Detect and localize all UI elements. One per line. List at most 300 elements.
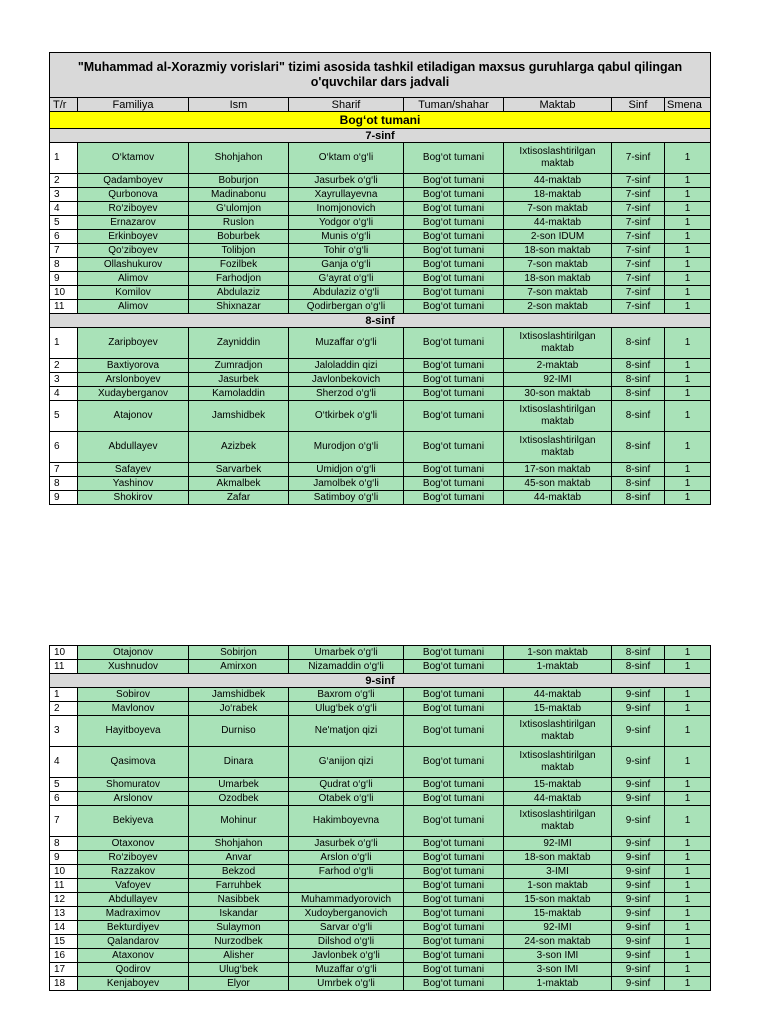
header-smena: Smena <box>665 98 711 112</box>
school-cell: 18-son maktab <box>504 272 612 286</box>
patronymic-cell: Baxrom o‘g‘li <box>289 688 404 702</box>
patronymic-cell: Xudoyberganovich <box>289 907 404 921</box>
surname-cell: Mavlonov <box>78 702 189 716</box>
shift-cell: 1 <box>665 174 711 188</box>
patronymic-cell: Abdulaziz o‘g‘li <box>289 286 404 300</box>
shift-cell: 1 <box>665 432 711 463</box>
shift-cell: 1 <box>665 373 711 387</box>
shift-cell: 1 <box>665 230 711 244</box>
patronymic-cell: Ulug‘bek o‘g‘li <box>289 702 404 716</box>
row-number-cell: 14 <box>50 921 78 935</box>
student-row <box>50 202 711 216</box>
student-row <box>50 778 711 792</box>
surname-cell: Bekturdiyev <box>78 921 189 935</box>
patronymic-cell: Tohir o‘g‘li <box>289 244 404 258</box>
grade-cell: 8-sinf <box>612 477 665 491</box>
header-sharif: Sharif <box>289 98 404 112</box>
grade-heading-row <box>50 674 711 688</box>
district-cell: Bog‘ot tumani <box>404 806 504 837</box>
district-cell: Bog‘ot tumani <box>404 646 504 660</box>
surname-cell: Qalandarov <box>78 935 189 949</box>
district-cell: Bog‘ot tumani <box>404 747 504 778</box>
row-number-cell: 13 <box>50 907 78 921</box>
surname-cell: Abdullayev <box>78 893 189 907</box>
school-cell: 44-maktab <box>504 688 612 702</box>
grade-cell: 9-sinf <box>612 879 665 893</box>
surname-cell: Vafoyev <box>78 879 189 893</box>
shift-cell: 1 <box>665 463 711 477</box>
first-name-cell: Shixnazar <box>189 300 289 314</box>
first-name-cell: Jamshidbek <box>189 688 289 702</box>
school-cell: 3-IMI <box>504 865 612 879</box>
district-cell: Bog‘ot tumani <box>404 778 504 792</box>
surname-cell: Ataxonov <box>78 949 189 963</box>
student-row <box>50 806 711 837</box>
surname-cell: Shomuratov <box>78 778 189 792</box>
first-name-cell: Nurzodbek <box>189 935 289 949</box>
district-cell: Bog‘ot tumani <box>404 702 504 716</box>
surname-cell: Xushnudov <box>78 660 189 674</box>
grade-cell: 7-sinf <box>612 230 665 244</box>
patronymic-cell: Ne'matjon qizi <box>289 716 404 747</box>
student-row <box>50 907 711 921</box>
district-cell: Bog‘ot tumani <box>404 359 504 373</box>
first-name-cell: Elyor <box>189 977 289 991</box>
surname-cell: Arslonboyev <box>78 373 189 387</box>
first-name-cell: Bekzod <box>189 865 289 879</box>
surname-cell: Sobirov <box>78 688 189 702</box>
district-cell: Bog‘ot tumani <box>404 401 504 432</box>
student-row <box>50 660 711 674</box>
header-ism: Ism <box>189 98 289 112</box>
surname-cell: Alimov <box>78 272 189 286</box>
district-cell: Bog‘ot tumani <box>404 660 504 674</box>
patronymic-cell: Muzaffar o‘g‘li <box>289 963 404 977</box>
first-name-cell: G‘ulomjon <box>189 202 289 216</box>
district-cell: Bog‘ot tumani <box>404 716 504 747</box>
schedule-table-page-2 <box>49 645 711 991</box>
grade-heading: 7-sinf <box>50 129 711 143</box>
grade-cell: 9-sinf <box>612 893 665 907</box>
shift-cell: 1 <box>665 300 711 314</box>
first-name-cell: Madinabonu <box>189 188 289 202</box>
school-cell: 15-maktab <box>504 778 612 792</box>
first-name-cell: Jamshidbek <box>189 401 289 432</box>
first-name-cell: Zayniddin <box>189 328 289 359</box>
district-cell: Bog‘ot tumani <box>404 387 504 401</box>
shift-cell: 1 <box>665 716 711 747</box>
shift-cell: 1 <box>665 949 711 963</box>
surname-cell: Qadamboyev <box>78 174 189 188</box>
shift-cell: 1 <box>665 387 711 401</box>
district-cell: Bog‘ot tumani <box>404 300 504 314</box>
surname-cell: Qodirov <box>78 963 189 977</box>
shift-cell: 1 <box>665 865 711 879</box>
district-cell: Bog‘ot tumani <box>404 143 504 174</box>
surname-cell: Bekiyeva <box>78 806 189 837</box>
surname-cell: Safayev <box>78 463 189 477</box>
grade-cell: 7-sinf <box>612 300 665 314</box>
row-number-cell: 5 <box>50 778 78 792</box>
district-cell: Bog‘ot tumani <box>404 230 504 244</box>
surname-cell: Shokirov <box>78 491 189 505</box>
shift-cell: 1 <box>665 491 711 505</box>
surname-cell: Razzakov <box>78 865 189 879</box>
school-cell: 18-maktab <box>504 188 612 202</box>
shift-cell: 1 <box>665 935 711 949</box>
row-number-cell: 8 <box>50 837 78 851</box>
student-row <box>50 143 711 174</box>
row-number-cell: 9 <box>50 851 78 865</box>
patronymic-cell: Otabek o‘g‘li <box>289 792 404 806</box>
row-number-cell: 2 <box>50 174 78 188</box>
student-row <box>50 401 711 432</box>
district-cell: Bog‘ot tumani <box>404 893 504 907</box>
row-number-cell: 10 <box>50 286 78 300</box>
header-maktab: Maktab <box>504 98 612 112</box>
patronymic-cell: Hakimboyevna <box>289 806 404 837</box>
district-cell: Bog‘ot tumani <box>404 963 504 977</box>
school-cell: 17-son maktab <box>504 463 612 477</box>
shift-cell: 1 <box>665 747 711 778</box>
row-number-cell: 4 <box>50 387 78 401</box>
patronymic-cell: Ganja o‘g‘li <box>289 258 404 272</box>
row-number-cell: 6 <box>50 792 78 806</box>
schedule-table-page-1 <box>49 52 711 505</box>
surname-cell: Ro‘ziboyev <box>78 851 189 865</box>
grade-cell: 9-sinf <box>612 963 665 977</box>
first-name-cell: Boburjon <box>189 174 289 188</box>
district-cell: Bog‘ot tumani <box>404 244 504 258</box>
row-number-cell: 18 <box>50 977 78 991</box>
row-number-cell: 5 <box>50 216 78 230</box>
shift-cell: 1 <box>665 792 711 806</box>
grade-cell: 9-sinf <box>612 702 665 716</box>
row-number-cell: 9 <box>50 272 78 286</box>
school-cell: Ixtisoslashtirilgan maktab <box>504 143 612 174</box>
school-cell: 44-maktab <box>504 792 612 806</box>
school-cell: 30-son maktab <box>504 387 612 401</box>
district-cell: Bog‘ot tumani <box>404 174 504 188</box>
school-cell: 1-son maktab <box>504 646 612 660</box>
district-cell: Bog‘ot tumani <box>404 463 504 477</box>
student-row <box>50 977 711 991</box>
surname-cell: Abdullayev <box>78 432 189 463</box>
document-title: "Muhammad al-Xorazmiy vorislari" tizimi asosida tashkil etiladigan maxsus guruhlarga qabul qilingan o'quvchilar dars jadvali <box>50 53 711 98</box>
student-row <box>50 865 711 879</box>
school-cell: 3-son IMI <box>504 963 612 977</box>
grade-cell: 8-sinf <box>612 660 665 674</box>
school-cell: 3-son IMI <box>504 949 612 963</box>
first-name-cell: Jo‘rabek <box>189 702 289 716</box>
surname-cell: Otajonov <box>78 646 189 660</box>
grade-cell: 7-sinf <box>612 174 665 188</box>
shift-cell: 1 <box>665 688 711 702</box>
student-row <box>50 373 711 387</box>
district-cell: Bog‘ot tumani <box>404 216 504 230</box>
student-row <box>50 359 711 373</box>
district-cell: Bog‘ot tumani <box>404 188 504 202</box>
patronymic-cell: O‘tkirbek o‘g‘li <box>289 401 404 432</box>
school-cell: Ixtisoslashtirilgan maktab <box>504 432 612 463</box>
surname-cell: Zaripboyev <box>78 328 189 359</box>
district-cell: Bog‘ot tumani <box>404 272 504 286</box>
surname-cell: Qurbonova <box>78 188 189 202</box>
district-cell: Bog‘ot tumani <box>404 851 504 865</box>
row-number-cell: 10 <box>50 646 78 660</box>
patronymic-cell: Sarvar o‘g‘li <box>289 921 404 935</box>
row-number-cell: 2 <box>50 702 78 716</box>
first-name-cell: Anvar <box>189 851 289 865</box>
patronymic-cell: Inomjonovich <box>289 202 404 216</box>
patronymic-cell <box>289 879 404 893</box>
school-cell: 45-son maktab <box>504 477 612 491</box>
shift-cell: 1 <box>665 660 711 674</box>
patronymic-cell: Jamolbek o‘g‘li <box>289 477 404 491</box>
school-cell: 2-son IDUM <box>504 230 612 244</box>
school-cell: 18-son maktab <box>504 244 612 258</box>
grade-cell: 8-sinf <box>612 387 665 401</box>
student-row <box>50 174 711 188</box>
first-name-cell: Mohinur <box>189 806 289 837</box>
first-name-cell: Farhodjon <box>189 272 289 286</box>
school-cell: Ixtisoslashtirilgan maktab <box>504 328 612 359</box>
row-number-cell: 7 <box>50 463 78 477</box>
surname-cell: Arslonov <box>78 792 189 806</box>
patronymic-cell: Javlonbekovich <box>289 373 404 387</box>
row-number-cell: 1 <box>50 688 78 702</box>
student-row <box>50 244 711 258</box>
district-cell: Bog‘ot tumani <box>404 935 504 949</box>
surname-cell: Erkinboyev <box>78 230 189 244</box>
patronymic-cell: Umarbek o‘g‘li <box>289 646 404 660</box>
grade-heading-row <box>50 314 711 328</box>
school-cell: 18-son maktab <box>504 851 612 865</box>
patronymic-cell: Umrbek o‘g‘li <box>289 977 404 991</box>
surname-cell: Qasimova <box>78 747 189 778</box>
grade-cell: 8-sinf <box>612 328 665 359</box>
row-number-cell: 8 <box>50 258 78 272</box>
grade-cell: 9-sinf <box>612 865 665 879</box>
shift-cell: 1 <box>665 702 711 716</box>
school-cell: Ixtisoslashtirilgan maktab <box>504 806 612 837</box>
grade-cell: 7-sinf <box>612 143 665 174</box>
student-row <box>50 188 711 202</box>
student-row <box>50 792 711 806</box>
first-name-cell: Sulaymon <box>189 921 289 935</box>
student-row <box>50 491 711 505</box>
patronymic-cell: G‘ayrat o‘g‘li <box>289 272 404 286</box>
patronymic-cell: Arslon o‘g‘li <box>289 851 404 865</box>
school-cell: 15-maktab <box>504 907 612 921</box>
student-row <box>50 921 711 935</box>
student-row <box>50 286 711 300</box>
school-cell: 7-son maktab <box>504 258 612 272</box>
first-name-cell: Amirxon <box>189 660 289 674</box>
first-name-cell: Sarvarbek <box>189 463 289 477</box>
shift-cell: 1 <box>665 921 711 935</box>
grade-cell: 9-sinf <box>612 907 665 921</box>
student-row <box>50 258 711 272</box>
shift-cell: 1 <box>665 401 711 432</box>
shift-cell: 1 <box>665 893 711 907</box>
first-name-cell: Zumradjon <box>189 359 289 373</box>
student-row <box>50 646 711 660</box>
grade-cell: 9-sinf <box>612 792 665 806</box>
patronymic-cell: Qudrat o‘g‘li <box>289 778 404 792</box>
row-number-cell: 12 <box>50 893 78 907</box>
surname-cell: Baxtiyorova <box>78 359 189 373</box>
district-cell: Bog‘ot tumani <box>404 949 504 963</box>
surname-cell: Alimov <box>78 300 189 314</box>
first-name-cell: Akmalbek <box>189 477 289 491</box>
row-number-cell: 6 <box>50 230 78 244</box>
first-name-cell: Jasurbek <box>189 373 289 387</box>
shift-cell: 1 <box>665 216 711 230</box>
surname-cell: Ollashukurov <box>78 258 189 272</box>
first-name-cell: Kamoladdin <box>189 387 289 401</box>
first-name-cell: Boburbek <box>189 230 289 244</box>
school-cell: 15-maktab <box>504 702 612 716</box>
patronymic-cell: Munis o‘g‘li <box>289 230 404 244</box>
shift-cell: 1 <box>665 328 711 359</box>
school-cell: 92-IMI <box>504 373 612 387</box>
shift-cell: 1 <box>665 837 711 851</box>
school-cell: 24-son maktab <box>504 935 612 949</box>
patronymic-cell: Yodgor o‘g‘li <box>289 216 404 230</box>
grade-cell: 9-sinf <box>612 688 665 702</box>
grade-cell: 9-sinf <box>612 921 665 935</box>
shift-cell: 1 <box>665 286 711 300</box>
student-row <box>50 463 711 477</box>
school-cell: 2-maktab <box>504 359 612 373</box>
grade-cell: 7-sinf <box>612 286 665 300</box>
shift-cell: 1 <box>665 477 711 491</box>
row-number-cell: 15 <box>50 935 78 949</box>
grade-cell: 8-sinf <box>612 373 665 387</box>
surname-cell: Atajonov <box>78 401 189 432</box>
grade-heading-row <box>50 129 711 143</box>
school-cell: 7-son maktab <box>504 286 612 300</box>
district-cell: Bog‘ot tumani <box>404 907 504 921</box>
shift-cell: 1 <box>665 244 711 258</box>
row-number-cell: 11 <box>50 879 78 893</box>
patronymic-cell: Muzaffar o‘g‘li <box>289 328 404 359</box>
row-number-cell: 17 <box>50 963 78 977</box>
patronymic-cell: Umidjon o‘g‘li <box>289 463 404 477</box>
grade-cell: 7-sinf <box>612 272 665 286</box>
shift-cell: 1 <box>665 143 711 174</box>
district-cell: Bog‘ot tumani <box>404 837 504 851</box>
row-number-cell: 1 <box>50 328 78 359</box>
student-row <box>50 702 711 716</box>
row-number-cell: 1 <box>50 143 78 174</box>
grade-cell: 9-sinf <box>612 806 665 837</box>
school-cell: 1-maktab <box>504 660 612 674</box>
surname-cell: O‘ktamov <box>78 143 189 174</box>
school-cell: 44-maktab <box>504 174 612 188</box>
student-row <box>50 747 711 778</box>
patronymic-cell: Jasurbek o‘g‘li <box>289 174 404 188</box>
school-cell: 92-IMI <box>504 921 612 935</box>
student-row <box>50 949 711 963</box>
first-name-cell: Shohjahon <box>189 837 289 851</box>
row-number-cell: 2 <box>50 359 78 373</box>
row-number-cell: 4 <box>50 747 78 778</box>
patronymic-cell: G‘anijon qizi <box>289 747 404 778</box>
first-name-cell: Durniso <box>189 716 289 747</box>
first-name-cell: Alisher <box>189 949 289 963</box>
district-cell: Bog‘ot tumani <box>404 977 504 991</box>
patronymic-cell: Xayrullayevna <box>289 188 404 202</box>
row-number-cell: 7 <box>50 244 78 258</box>
school-cell: 92-IMI <box>504 837 612 851</box>
row-number-cell: 3 <box>50 373 78 387</box>
district-cell: Bog‘ot tumani <box>404 477 504 491</box>
district-cell: Bog‘ot tumani <box>404 792 504 806</box>
first-name-cell: Sobirjon <box>189 646 289 660</box>
grade-cell: 9-sinf <box>612 935 665 949</box>
district-cell: Bog‘ot tumani <box>404 258 504 272</box>
student-row <box>50 387 711 401</box>
patronymic-cell: Dilshod o‘g‘li <box>289 935 404 949</box>
surname-cell: Qo‘ziboyev <box>78 244 189 258</box>
grade-cell: 9-sinf <box>612 778 665 792</box>
row-number-cell: 4 <box>50 202 78 216</box>
student-row <box>50 879 711 893</box>
surname-cell: Xudayberganov <box>78 387 189 401</box>
patronymic-cell: Jaloladdin qizi <box>289 359 404 373</box>
student-row <box>50 216 711 230</box>
student-row <box>50 300 711 314</box>
header-row <box>50 98 711 112</box>
shift-cell: 1 <box>665 851 711 865</box>
grade-cell: 7-sinf <box>612 258 665 272</box>
school-cell: Ixtisoslashtirilgan maktab <box>504 716 612 747</box>
row-number-cell: 7 <box>50 806 78 837</box>
surname-cell: Otaxonov <box>78 837 189 851</box>
district-cell: Bog‘ot tumani <box>404 879 504 893</box>
patronymic-cell: Javlonbek o‘g‘li <box>289 949 404 963</box>
surname-cell: Kenjaboyev <box>78 977 189 991</box>
header-familiya: Familiya <box>78 98 189 112</box>
grade-cell: 8-sinf <box>612 401 665 432</box>
patronymic-cell: Muhammadyorovich <box>289 893 404 907</box>
school-cell: 1-maktab <box>504 977 612 991</box>
district-cell: Bog‘ot tumani <box>404 328 504 359</box>
first-name-cell: Shohjahon <box>189 143 289 174</box>
school-cell: 1-son maktab <box>504 879 612 893</box>
grade-cell: 9-sinf <box>612 851 665 865</box>
first-name-cell: Dinara <box>189 747 289 778</box>
school-cell: Ixtisoslashtirilgan maktab <box>504 401 612 432</box>
grade-cell: 7-sinf <box>612 216 665 230</box>
row-number-cell: 16 <box>50 949 78 963</box>
first-name-cell: Nasibbek <box>189 893 289 907</box>
grade-cell: 8-sinf <box>612 646 665 660</box>
district-cell: Bog‘ot tumani <box>404 865 504 879</box>
row-number-cell: 11 <box>50 300 78 314</box>
first-name-cell: Azizbek <box>189 432 289 463</box>
first-name-cell: Tolibjon <box>189 244 289 258</box>
student-row <box>50 230 711 244</box>
row-number-cell: 3 <box>50 716 78 747</box>
row-number-cell: 10 <box>50 865 78 879</box>
student-row <box>50 716 711 747</box>
grade-cell: 9-sinf <box>612 949 665 963</box>
first-name-cell: Abdulaziz <box>189 286 289 300</box>
row-number-cell: 5 <box>50 401 78 432</box>
